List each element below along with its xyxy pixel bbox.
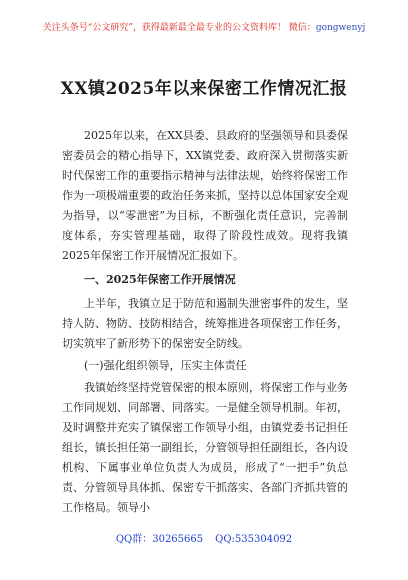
footer-qq-group: QQ群：30265665 — [115, 534, 204, 545]
section-intro-paragraph: 上半年，我镇立足于防范和遏制失泄密事件的发生，坚持人防、物防、技防相结合，统筹推进各项保密工作任务，切实筑牢了新形势下的保密安全防线。 — [62, 297, 348, 350]
intro-paragraph: 2025年以来，在XX县委、县政府的坚强领导和县委保密委员会的精心指导下，XX镇党委、政府深入贯彻落实新时代保密工作的重要指示精神与法律法规，始终将保密工作作为一项极端重要的政治任务来抓，坚持以总体国家安全观为指导，以“零泄密”为目标，不断强化责任意识，完善制度体系，夯实管理基础，取得了阶段性成效。现将我镇2025年保密工作开展情况汇报如下。 — [62, 129, 348, 262]
document-title: XX镇2025年以来保密工作情况汇报 — [60, 79, 348, 99]
section-heading: 一、2025年保密工作开展情况 — [84, 273, 236, 286]
body-paragraph: 我镇始终坚持党管保密的根本原则，将保密工作与业务工作同规划、同部署、同落实。一是健全领导机制。年初，及时调整并充实了镇保密工作领导小组，由镇党委书记担任组长，镇长担任第一副组长，分管领导担任副组长，各内设机构、下属事业单位负责人为成员，形成了“一把手”负总责、分管领导具体抓、保密专干抓落实、各部门齐抓共管的工作格局。领导小 — [62, 381, 348, 514]
document-body — [62, 126, 348, 518]
subheading: (一)强化组织领导，压实主体责任 — [84, 359, 247, 372]
banner-wechat-id: gongwenyj — [315, 23, 366, 33]
banner-text: 关注头条号“公文研究”，获得最新最全最专业的公文资料库！ 微信： — [42, 23, 316, 33]
footer-qq-number: QQ:535304092 — [215, 534, 293, 545]
footer-contact — [0, 533, 408, 547]
header-banner — [0, 22, 408, 34]
